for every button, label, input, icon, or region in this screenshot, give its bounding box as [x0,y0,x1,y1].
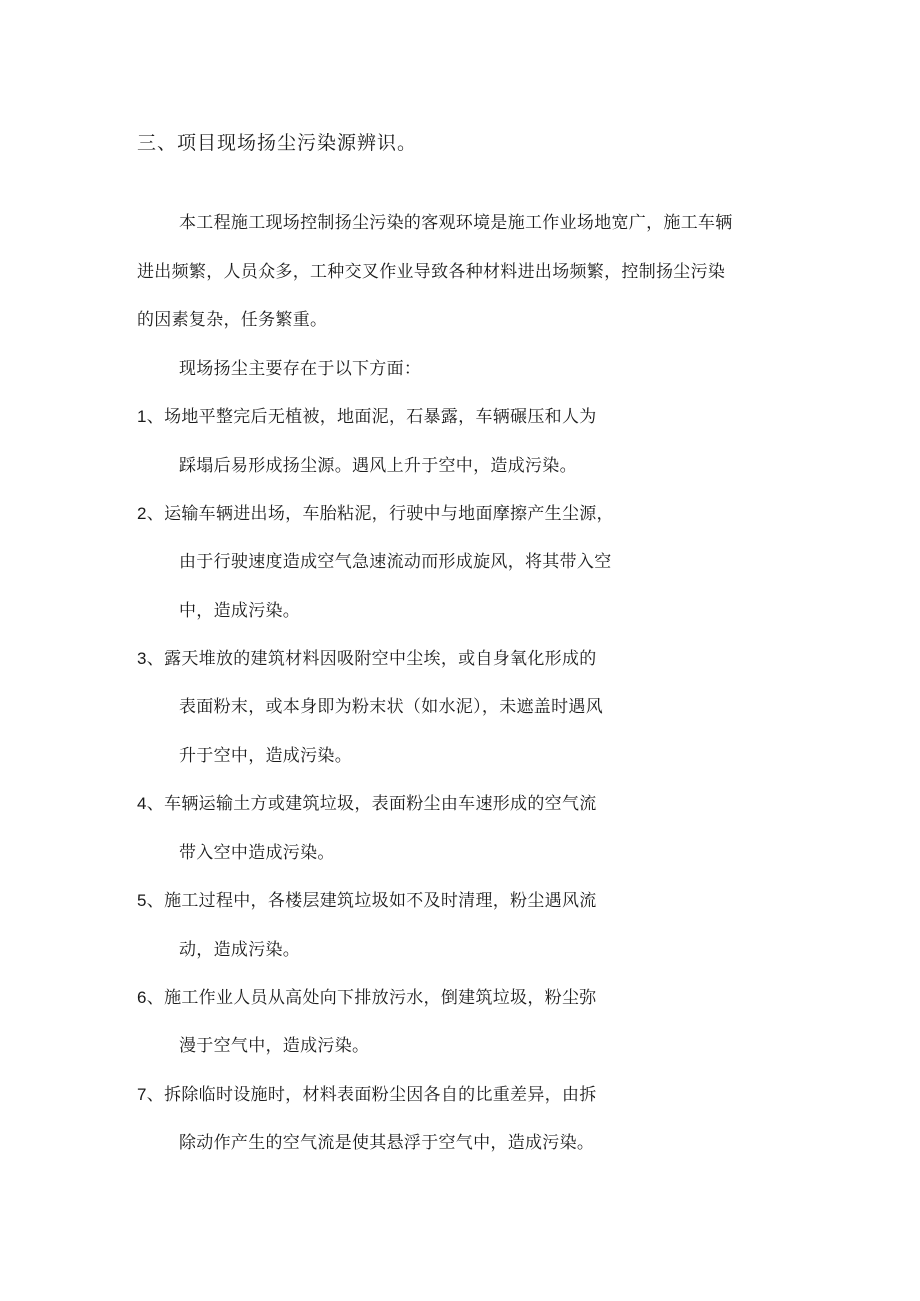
list-item-6 [137,986,597,1010]
list-item-text: 场地平整完后无植被，地面泥，石暴露，车辆碾压和人为 [164,407,597,427]
list-item-text: 运输车辆进出场，车胎粘泥，行驶中与地面摩擦产生尘源， [164,504,614,524]
intro-paragraph-line-1: 本工程施工现场控制扬尘污染的客观环境是施工作业场地宽广，施工车辆 [179,213,733,233]
list-item-3-continuation: 表面粉末，或本身即为粉末状（如水泥），未遮盖时遇风 [179,697,603,717]
list-item-3-continuation-2: 升于空中，造成污染。 [179,746,352,766]
list-item-number: 3、 [137,649,165,668]
list-item-number: 1、 [137,407,165,426]
list-item-number: 2、 [137,504,165,523]
list-item-2 [137,502,614,526]
list-item-number: 5、 [137,891,165,910]
list-item-number: 6、 [137,988,165,1007]
list-item-7 [137,1083,597,1107]
list-item-number: 4、 [137,794,165,813]
list-item-text: 施工作业人员从高处向下排放污水，倒建筑垃圾，粉尘弥 [164,988,597,1008]
list-item-1-continuation: 踩塌后易形成扬尘源。遇风上升于空中，造成污染。 [179,456,577,476]
list-item-4-continuation: 带入空中造成污染。 [179,843,335,863]
list-item-1 [137,405,597,429]
list-item-2-continuation-2: 中，造成污染。 [179,601,301,621]
list-item-5 [137,889,597,913]
list-item-3 [137,647,597,671]
intro-paragraph-line-2: 进出频繁，人员众多，工种交叉作业导致各种材料进出场频繁，控制扬尘污染 [137,262,726,282]
list-item-text: 车辆运输土方或建筑垃圾，表面粉尘由车速形成的空气流 [164,794,597,814]
list-item-number: 7、 [137,1085,165,1104]
list-item-6-continuation: 漫于空气中，造成污染。 [179,1036,370,1056]
intro-paragraph-line-3: 的因素复杂，任务繁重。 [137,310,328,330]
list-item-text: 施工过程中，各楼层建筑垃圾如不及时清理，粉尘遇风流 [164,891,597,911]
list-intro: 现场扬尘主要存在于以下方面： [179,359,422,379]
list-item-text: 拆除临时设施时，材料表面粉尘因各自的比重差异，由拆 [164,1085,597,1105]
list-item-5-continuation: 动，造成污染。 [179,940,301,960]
list-item-2-continuation: 由于行驶速度造成空气急速流动而形成旋风，将其带入空 [179,552,612,572]
list-item-text: 露天堆放的建筑材料因吸附空中尘埃，或自身氧化形成的 [164,649,597,669]
section-title: 三、项目现场扬尘污染源辨识。 [137,132,418,154]
list-item-7-continuation: 除动作产生的空气流是使其悬浮于空气中，造成污染。 [179,1133,595,1153]
list-item-4 [137,792,597,816]
